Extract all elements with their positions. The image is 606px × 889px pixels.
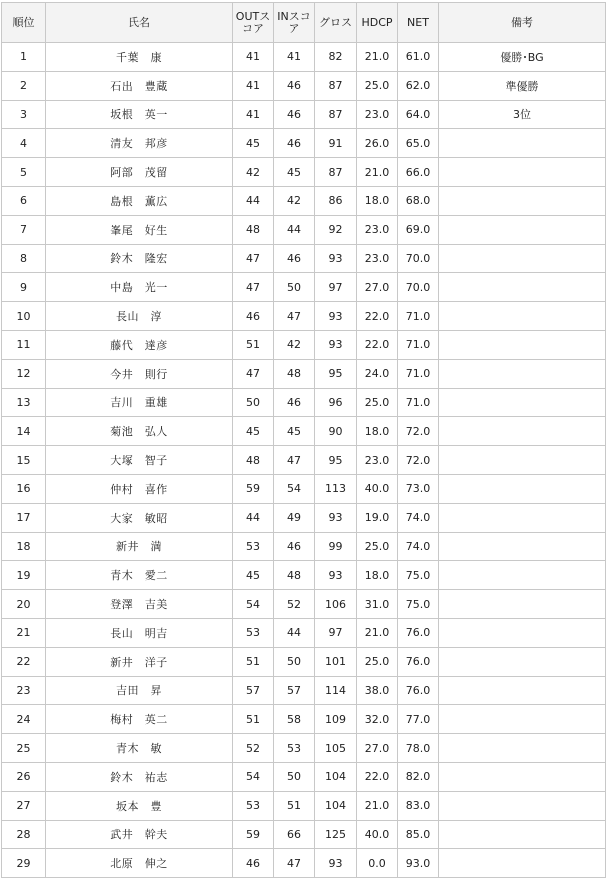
cell-out-score: 52 <box>233 734 274 763</box>
cell-rank: 3 <box>2 100 46 129</box>
header-remarks: 備考 <box>439 3 606 43</box>
cell-gross: 106 <box>315 590 357 619</box>
header-net: NET <box>398 3 439 43</box>
cell-remarks <box>439 561 606 590</box>
cell-rank: 12 <box>2 359 46 388</box>
cell-name: 阿部 茂留 <box>46 158 233 187</box>
cell-remarks <box>439 273 606 302</box>
table-row <box>2 618 606 647</box>
cell-out-score: 41 <box>233 71 274 100</box>
cell-out-score: 54 <box>233 762 274 791</box>
cell-remarks <box>439 647 606 676</box>
cell-name: 梅村 英二 <box>46 705 233 734</box>
header-gross: グロス <box>315 3 357 43</box>
cell-rank: 24 <box>2 705 46 734</box>
cell-name: 青木 敏 <box>46 734 233 763</box>
cell-net: 75.0 <box>398 590 439 619</box>
cell-net: 71.0 <box>398 330 439 359</box>
cell-in-score: 47 <box>274 446 315 475</box>
cell-hdcp: 25.0 <box>357 532 398 561</box>
cell-name: 石出 豊蔵 <box>46 71 233 100</box>
table-row <box>2 71 606 100</box>
cell-in-score: 54 <box>274 474 315 503</box>
cell-out-score: 50 <box>233 388 274 417</box>
cell-remarks <box>439 244 606 273</box>
cell-out-score: 48 <box>233 446 274 475</box>
cell-hdcp: 22.0 <box>357 762 398 791</box>
cell-rank: 1 <box>2 43 46 72</box>
cell-in-score: 50 <box>274 647 315 676</box>
cell-in-score: 46 <box>274 532 315 561</box>
results-body <box>2 43 606 878</box>
cell-in-score: 46 <box>274 129 315 158</box>
cell-rank: 23 <box>2 676 46 705</box>
cell-remarks <box>439 705 606 734</box>
cell-hdcp: 23.0 <box>357 215 398 244</box>
table-row <box>2 590 606 619</box>
cell-name: 大塚 智子 <box>46 446 233 475</box>
cell-in-score: 50 <box>274 273 315 302</box>
cell-gross: 113 <box>315 474 357 503</box>
cell-rank: 17 <box>2 503 46 532</box>
cell-net: 93.0 <box>398 849 439 878</box>
cell-in-score: 47 <box>274 302 315 331</box>
cell-hdcp: 23.0 <box>357 244 398 273</box>
cell-gross: 109 <box>315 705 357 734</box>
header-row <box>2 3 606 43</box>
cell-hdcp: 32.0 <box>357 705 398 734</box>
cell-net: 61.0 <box>398 43 439 72</box>
cell-in-score: 46 <box>274 244 315 273</box>
table-row <box>2 43 606 72</box>
cell-rank: 9 <box>2 273 46 302</box>
cell-net: 77.0 <box>398 705 439 734</box>
cell-in-score: 44 <box>274 618 315 647</box>
cell-rank: 2 <box>2 71 46 100</box>
cell-in-score: 48 <box>274 561 315 590</box>
cell-net: 69.0 <box>398 215 439 244</box>
cell-rank: 4 <box>2 129 46 158</box>
cell-out-score: 53 <box>233 532 274 561</box>
cell-net: 64.0 <box>398 100 439 129</box>
cell-name: 大家 敏昭 <box>46 503 233 532</box>
cell-out-score: 47 <box>233 359 274 388</box>
cell-remarks <box>439 503 606 532</box>
cell-out-score: 46 <box>233 849 274 878</box>
cell-gross: 104 <box>315 791 357 820</box>
cell-hdcp: 18.0 <box>357 186 398 215</box>
cell-name: 青木 愛二 <box>46 561 233 590</box>
cell-remarks <box>439 734 606 763</box>
cell-net: 70.0 <box>398 244 439 273</box>
cell-out-score: 51 <box>233 647 274 676</box>
cell-out-score: 45 <box>233 561 274 590</box>
cell-remarks: 準優勝 <box>439 71 606 100</box>
cell-in-score: 50 <box>274 762 315 791</box>
cell-hdcp: 21.0 <box>357 618 398 647</box>
cell-rank: 21 <box>2 618 46 647</box>
cell-rank: 18 <box>2 532 46 561</box>
cell-name: 菊池 弘人 <box>46 417 233 446</box>
table-row <box>2 676 606 705</box>
cell-in-score: 47 <box>274 849 315 878</box>
cell-gross: 93 <box>315 561 357 590</box>
table-row <box>2 820 606 849</box>
cell-out-score: 53 <box>233 618 274 647</box>
table-row <box>2 244 606 273</box>
cell-net: 70.0 <box>398 273 439 302</box>
table-row <box>2 330 606 359</box>
cell-in-score: 66 <box>274 820 315 849</box>
cell-hdcp: 27.0 <box>357 273 398 302</box>
cell-net: 78.0 <box>398 734 439 763</box>
cell-rank: 5 <box>2 158 46 187</box>
cell-remarks <box>439 618 606 647</box>
cell-gross: 82 <box>315 43 357 72</box>
cell-name: 坂本 豊 <box>46 791 233 820</box>
cell-out-score: 47 <box>233 273 274 302</box>
table-row <box>2 215 606 244</box>
cell-remarks <box>439 158 606 187</box>
cell-rank: 11 <box>2 330 46 359</box>
cell-in-score: 41 <box>274 43 315 72</box>
cell-remarks <box>439 849 606 878</box>
cell-rank: 28 <box>2 820 46 849</box>
cell-remarks <box>439 129 606 158</box>
table-row <box>2 273 606 302</box>
table-row <box>2 302 606 331</box>
cell-name: 鈴木 祐志 <box>46 762 233 791</box>
cell-gross: 91 <box>315 129 357 158</box>
cell-remarks: 3位 <box>439 100 606 129</box>
table-row <box>2 532 606 561</box>
cell-rank: 25 <box>2 734 46 763</box>
cell-hdcp: 31.0 <box>357 590 398 619</box>
cell-remarks <box>439 762 606 791</box>
cell-remarks <box>439 359 606 388</box>
cell-rank: 26 <box>2 762 46 791</box>
cell-out-score: 44 <box>233 503 274 532</box>
cell-out-score: 59 <box>233 474 274 503</box>
cell-gross: 93 <box>315 302 357 331</box>
header-in-score: INスコア <box>274 3 315 43</box>
cell-in-score: 44 <box>274 215 315 244</box>
cell-remarks <box>439 590 606 619</box>
table-row <box>2 849 606 878</box>
cell-name: 坂根 英一 <box>46 100 233 129</box>
cell-hdcp: 21.0 <box>357 791 398 820</box>
cell-in-score: 46 <box>274 388 315 417</box>
cell-hdcp: 22.0 <box>357 330 398 359</box>
cell-out-score: 51 <box>233 330 274 359</box>
cell-gross: 105 <box>315 734 357 763</box>
cell-out-score: 53 <box>233 791 274 820</box>
cell-gross: 96 <box>315 388 357 417</box>
cell-out-score: 45 <box>233 417 274 446</box>
cell-out-score: 54 <box>233 590 274 619</box>
cell-out-score: 51 <box>233 705 274 734</box>
cell-rank: 10 <box>2 302 46 331</box>
cell-hdcp: 23.0 <box>357 446 398 475</box>
cell-name: 武井 幹夫 <box>46 820 233 849</box>
results-table <box>1 2 606 878</box>
cell-net: 66.0 <box>398 158 439 187</box>
cell-in-score: 52 <box>274 590 315 619</box>
cell-hdcp: 40.0 <box>357 474 398 503</box>
cell-remarks <box>439 532 606 561</box>
cell-name: 島根 薫広 <box>46 186 233 215</box>
cell-name: 長山 明吉 <box>46 618 233 647</box>
cell-name: 藤代 達彦 <box>46 330 233 359</box>
cell-gross: 95 <box>315 359 357 388</box>
cell-gross: 90 <box>315 417 357 446</box>
cell-out-score: 42 <box>233 158 274 187</box>
cell-net: 71.0 <box>398 359 439 388</box>
cell-hdcp: 21.0 <box>357 43 398 72</box>
cell-name: 千葉 康 <box>46 43 233 72</box>
cell-out-score: 57 <box>233 676 274 705</box>
cell-name: 長山 淳 <box>46 302 233 331</box>
cell-rank: 20 <box>2 590 46 619</box>
table-row <box>2 762 606 791</box>
table-row <box>2 734 606 763</box>
table-row <box>2 791 606 820</box>
table-row <box>2 446 606 475</box>
cell-name: 清友 邦彦 <box>46 129 233 158</box>
cell-remarks <box>439 388 606 417</box>
cell-hdcp: 27.0 <box>357 734 398 763</box>
cell-remarks <box>439 676 606 705</box>
cell-out-score: 59 <box>233 820 274 849</box>
cell-rank: 14 <box>2 417 46 446</box>
cell-net: 72.0 <box>398 417 439 446</box>
cell-out-score: 41 <box>233 43 274 72</box>
cell-hdcp: 21.0 <box>357 158 398 187</box>
cell-name: 北原 伸之 <box>46 849 233 878</box>
cell-hdcp: 25.0 <box>357 71 398 100</box>
cell-hdcp: 25.0 <box>357 388 398 417</box>
cell-gross: 97 <box>315 618 357 647</box>
cell-net: 62.0 <box>398 71 439 100</box>
cell-rank: 22 <box>2 647 46 676</box>
cell-rank: 16 <box>2 474 46 503</box>
cell-gross: 97 <box>315 273 357 302</box>
cell-rank: 6 <box>2 186 46 215</box>
cell-in-score: 46 <box>274 71 315 100</box>
cell-net: 83.0 <box>398 791 439 820</box>
cell-remarks: 優勝･BG <box>439 43 606 72</box>
cell-gross: 92 <box>315 215 357 244</box>
cell-out-score: 46 <box>233 302 274 331</box>
cell-gross: 101 <box>315 647 357 676</box>
cell-name: 峯尾 好生 <box>46 215 233 244</box>
cell-gross: 93 <box>315 330 357 359</box>
cell-name: 新井 洋子 <box>46 647 233 676</box>
cell-gross: 86 <box>315 186 357 215</box>
cell-net: 68.0 <box>398 186 439 215</box>
cell-out-score: 48 <box>233 215 274 244</box>
cell-remarks <box>439 820 606 849</box>
cell-in-score: 42 <box>274 186 315 215</box>
table-row <box>2 561 606 590</box>
cell-hdcp: 40.0 <box>357 820 398 849</box>
header-out-score: OUTスコア <box>233 3 274 43</box>
cell-in-score: 42 <box>274 330 315 359</box>
cell-rank: 27 <box>2 791 46 820</box>
header-name: 氏名 <box>46 3 233 43</box>
cell-net: 71.0 <box>398 302 439 331</box>
table-row <box>2 186 606 215</box>
cell-in-score: 53 <box>274 734 315 763</box>
cell-name: 中島 光一 <box>46 273 233 302</box>
cell-name: 新井 満 <box>46 532 233 561</box>
cell-hdcp: 22.0 <box>357 302 398 331</box>
cell-net: 72.0 <box>398 446 439 475</box>
cell-gross: 125 <box>315 820 357 849</box>
cell-name: 吉田 昇 <box>46 676 233 705</box>
cell-hdcp: 24.0 <box>357 359 398 388</box>
cell-name: 鈴木 隆宏 <box>46 244 233 273</box>
cell-out-score: 47 <box>233 244 274 273</box>
cell-net: 76.0 <box>398 618 439 647</box>
cell-gross: 93 <box>315 849 357 878</box>
table-row <box>2 647 606 676</box>
cell-hdcp: 23.0 <box>357 100 398 129</box>
header-rank: 順位 <box>2 3 46 43</box>
cell-rank: 29 <box>2 849 46 878</box>
cell-net: 71.0 <box>398 388 439 417</box>
cell-gross: 114 <box>315 676 357 705</box>
cell-net: 74.0 <box>398 532 439 561</box>
cell-gross: 95 <box>315 446 357 475</box>
cell-gross: 99 <box>315 532 357 561</box>
cell-in-score: 46 <box>274 100 315 129</box>
cell-out-score: 44 <box>233 186 274 215</box>
cell-in-score: 45 <box>274 417 315 446</box>
cell-hdcp: 25.0 <box>357 647 398 676</box>
cell-hdcp: 38.0 <box>357 676 398 705</box>
cell-name: 登澤 吉美 <box>46 590 233 619</box>
cell-remarks <box>439 186 606 215</box>
cell-remarks <box>439 417 606 446</box>
cell-net: 65.0 <box>398 129 439 158</box>
table-row <box>2 474 606 503</box>
cell-net: 75.0 <box>398 561 439 590</box>
cell-hdcp: 26.0 <box>357 129 398 158</box>
cell-name: 仲村 喜作 <box>46 474 233 503</box>
cell-name: 今井 則行 <box>46 359 233 388</box>
cell-net: 73.0 <box>398 474 439 503</box>
cell-remarks <box>439 215 606 244</box>
cell-remarks <box>439 330 606 359</box>
header-hdcp: HDCP <box>357 3 398 43</box>
cell-remarks <box>439 446 606 475</box>
cell-gross: 87 <box>315 100 357 129</box>
cell-gross: 93 <box>315 244 357 273</box>
cell-gross: 104 <box>315 762 357 791</box>
cell-hdcp: 18.0 <box>357 561 398 590</box>
cell-name: 吉川 重雄 <box>46 388 233 417</box>
cell-gross: 93 <box>315 503 357 532</box>
cell-net: 85.0 <box>398 820 439 849</box>
table-row <box>2 503 606 532</box>
cell-in-score: 51 <box>274 791 315 820</box>
cell-in-score: 45 <box>274 158 315 187</box>
cell-net: 82.0 <box>398 762 439 791</box>
cell-rank: 19 <box>2 561 46 590</box>
cell-net: 76.0 <box>398 647 439 676</box>
cell-rank: 7 <box>2 215 46 244</box>
cell-hdcp: 0.0 <box>357 849 398 878</box>
cell-rank: 15 <box>2 446 46 475</box>
cell-rank: 8 <box>2 244 46 273</box>
cell-remarks <box>439 302 606 331</box>
cell-out-score: 45 <box>233 129 274 158</box>
table-row <box>2 100 606 129</box>
cell-in-score: 49 <box>274 503 315 532</box>
cell-net: 76.0 <box>398 676 439 705</box>
cell-rank: 13 <box>2 388 46 417</box>
cell-gross: 87 <box>315 71 357 100</box>
cell-out-score: 41 <box>233 100 274 129</box>
cell-remarks <box>439 791 606 820</box>
cell-in-score: 48 <box>274 359 315 388</box>
cell-gross: 87 <box>315 158 357 187</box>
cell-hdcp: 19.0 <box>357 503 398 532</box>
table-row <box>2 705 606 734</box>
cell-hdcp: 18.0 <box>357 417 398 446</box>
cell-in-score: 57 <box>274 676 315 705</box>
cell-in-score: 58 <box>274 705 315 734</box>
cell-remarks <box>439 474 606 503</box>
cell-net: 74.0 <box>398 503 439 532</box>
table-row <box>2 158 606 187</box>
table-row <box>2 388 606 417</box>
table-row <box>2 359 606 388</box>
table-row <box>2 417 606 446</box>
table-row <box>2 129 606 158</box>
